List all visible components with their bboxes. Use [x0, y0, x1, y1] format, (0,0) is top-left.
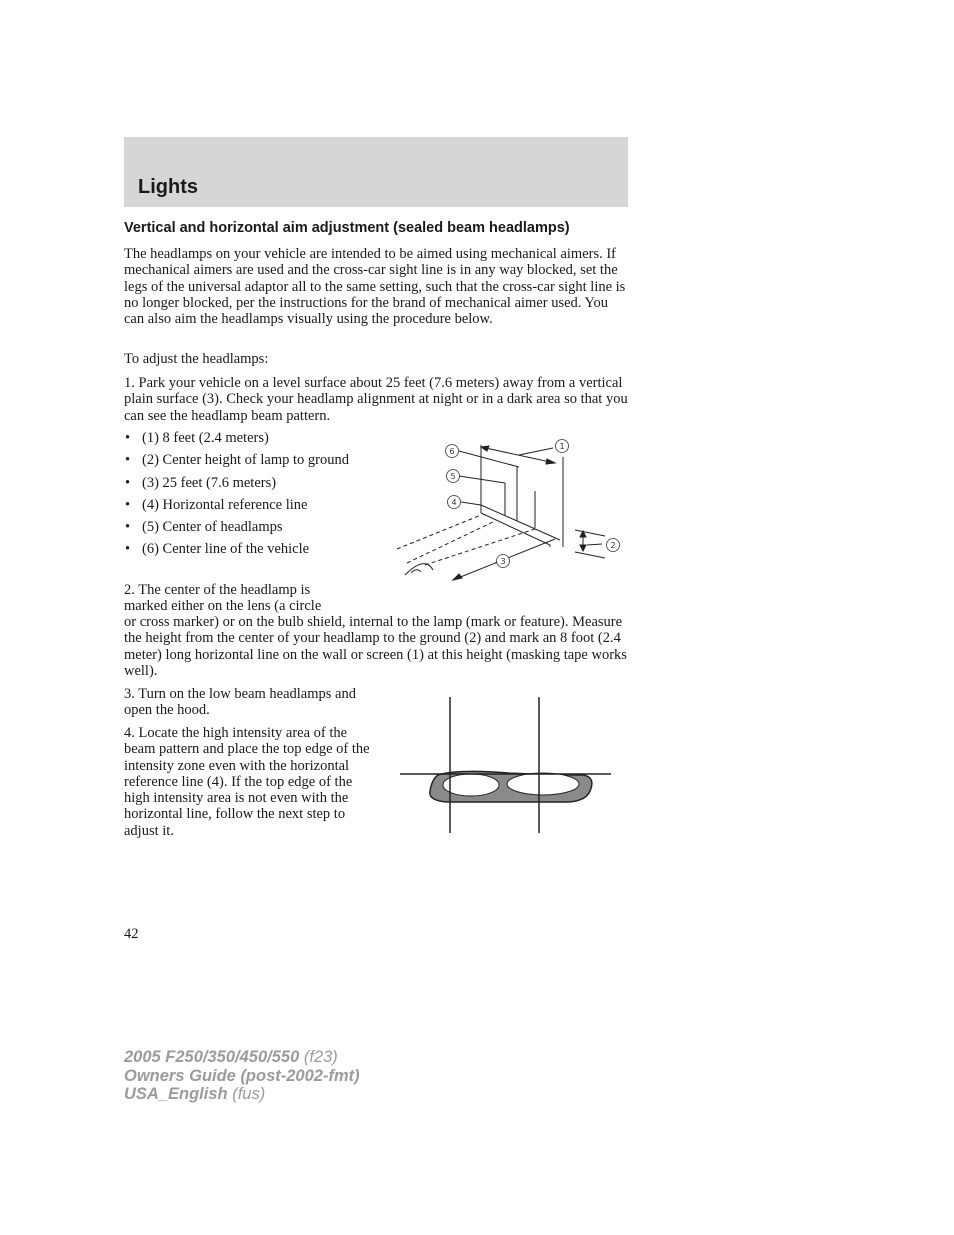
legend-item-2: • (2) Center height of lamp to ground: [124, 452, 352, 468]
legend-item-4: • (4) Horizontal reference line: [124, 497, 394, 513]
aiming-setup-diagram: [395, 435, 630, 585]
beam-pattern-diagram: [398, 695, 613, 835]
diagram-legend-list: [124, 430, 394, 564]
legend-item-1: • (1) 8 feet (2.4 meters): [124, 430, 394, 446]
section-title: Lights: [138, 176, 198, 198]
step-4: 4. Locate the high intensity area of the beam pattern and place the top edge of the intensity zone even with the horizontal reference line (4). If the top edge of the high intensity area is not even with the horizontal line, follow the next step to adjust it.: [124, 725, 370, 839]
legend-item-3: • (3) 25 feet (7.6 meters): [124, 475, 394, 491]
legend-item-5: • (5) Center of headlamps: [124, 519, 394, 535]
legend-item-6: • (6) Center line of the vehicle: [124, 541, 394, 557]
callout-label-1: 1: [559, 442, 565, 451]
step-2-line-1: 2. The center of the headlamp is: [124, 582, 311, 598]
footer-locale-code: (fus): [232, 1085, 266, 1103]
adjust-intro: To adjust the headlamps:: [124, 351, 269, 367]
footer-guide: Owners Guide (post-2002-fmt): [124, 1066, 360, 1085]
callout-label-5: 5: [450, 472, 456, 481]
section-header-band: [124, 137, 628, 207]
step-3: 3. Turn on the low beam headlamps and open the hood.: [124, 686, 356, 719]
page-number: 42: [124, 926, 139, 942]
intro-paragraph: The headlamps on your vehicle are intended to be aimed using mechanical aimers. If mechanical aimers are used and the cross-car sight line is in any way blocked, set the legs of the universal adaptor all to the same setting, such that the cross-car sight line is no longer blocked, per the instructions for the brand of mechanical aimer used. You can also aim the headlamps visually using the procedure below.: [124, 246, 626, 328]
callout-label-4: 4: [451, 498, 457, 507]
callout-label-2: 2: [610, 541, 616, 550]
left-high-intensity-zone: [443, 774, 499, 796]
callout-label-6: 6: [449, 447, 455, 456]
document-footer: [124, 1048, 360, 1104]
subheading: Vertical and horizontal aim adjustment (sealed beam headlamps): [124, 220, 570, 236]
step-2-rest: or cross marker) or on the bulb shield, internal to the lamp (mark or feature). Measure the height from the center of your headlamp to the ground (2) and mark an 8 foot (2.4 meter) long horizontal line on the wall or screen (1) at this height (masking tape works well).: [124, 614, 627, 679]
footer-model-code: (f23): [303, 1048, 338, 1066]
footer-model: 2005 F250/350/450/550: [124, 1048, 300, 1066]
step-2-line-2: marked either on the lens (a circle: [124, 598, 322, 614]
step-1: 1. Park your vehicle on a level surface about 25 feet (7.6 meters) away from a vertical plain surface (3). Check your headlamp alignment at night or in a dark area so that you can see the headlamp beam pattern.: [124, 375, 628, 424]
footer-locale: USA_English: [124, 1085, 228, 1103]
right-high-intensity-zone: [507, 773, 579, 795]
callout-label-3: 3: [500, 557, 506, 566]
